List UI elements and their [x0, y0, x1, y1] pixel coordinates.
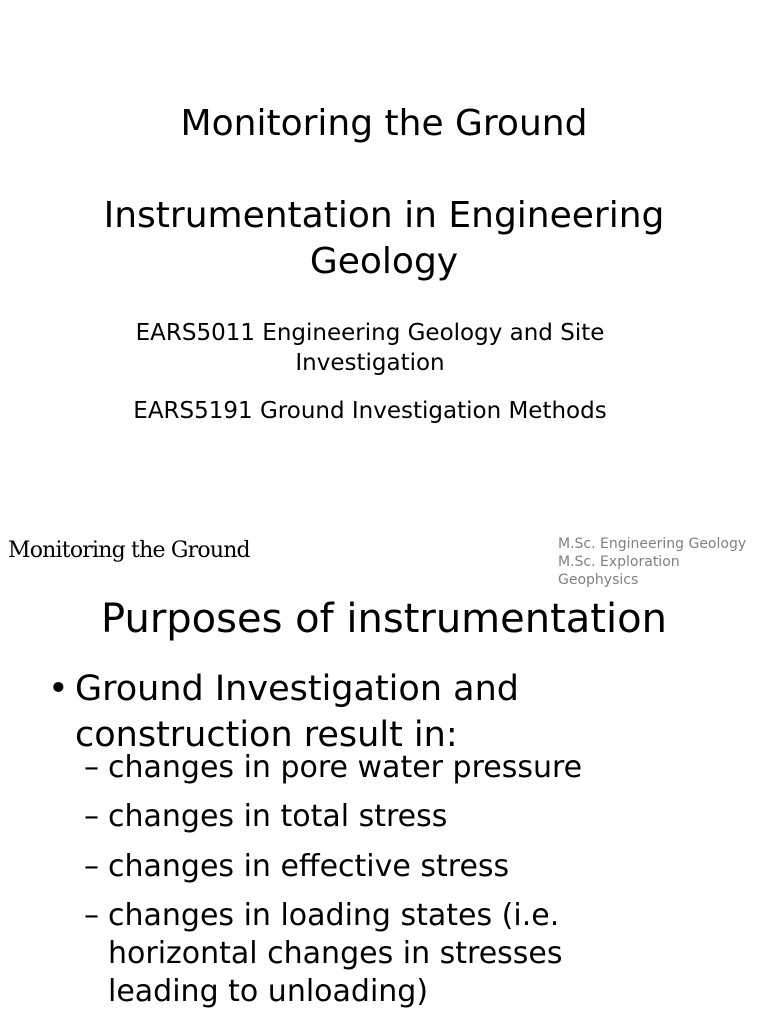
content-slide	[0, 580, 768, 1024]
bullet-line-2: construction result in:	[75, 715, 458, 755]
course-1-line-2: Investigation	[295, 350, 445, 376]
slide-title: Monitoring the Ground	[180, 103, 588, 144]
footer-programme-1: M.Sc. Engineering Geology	[558, 536, 747, 552]
sub-bullet-item	[84, 849, 510, 884]
dash-marker: –	[84, 750, 99, 785]
sub-bullet-line: changes in loading states (i.e.	[108, 898, 560, 933]
sub-bullet-text: changes in total stress	[108, 799, 448, 834]
sub-bullet-line: leading to unloading)	[108, 974, 429, 1009]
sub-bullet-text: changes in effective stress	[108, 849, 510, 884]
sub-bullet-item	[84, 799, 448, 834]
slide-heading: Purposes of instrumentation	[101, 596, 667, 642]
dash-marker: –	[84, 849, 99, 884]
course-2: EARS5191 Ground Investigation Methods	[133, 398, 607, 424]
bullet-marker: •	[48, 669, 69, 709]
sub-bullet-text: changes in pore water pressure	[108, 750, 583, 785]
bullet-line-1: Ground Investigation and	[75, 669, 519, 709]
slide-subtitle-line-2: Geology	[309, 241, 459, 282]
sub-bullet-item	[84, 898, 563, 1017]
sub-bullet-text	[108, 897, 563, 1011]
course-1-line-1: EARS5011 Engineering Geology and Site	[135, 320, 605, 346]
bullet-text	[75, 666, 519, 758]
sub-bullet-line: horizontal changes in stresses	[108, 936, 563, 971]
footer-title: Monitoring the Ground	[8, 538, 250, 563]
footer-programme-3: Geophysics	[558, 572, 639, 588]
footer-programme-2: M.Sc. Exploration	[558, 554, 680, 570]
footer-programmes	[558, 535, 768, 588]
dash-marker: –	[84, 898, 99, 933]
dash-marker: –	[84, 799, 99, 834]
sub-bullet-item	[84, 750, 583, 785]
slide-subtitle-line-1: Instrumentation in Engineering	[103, 195, 665, 236]
